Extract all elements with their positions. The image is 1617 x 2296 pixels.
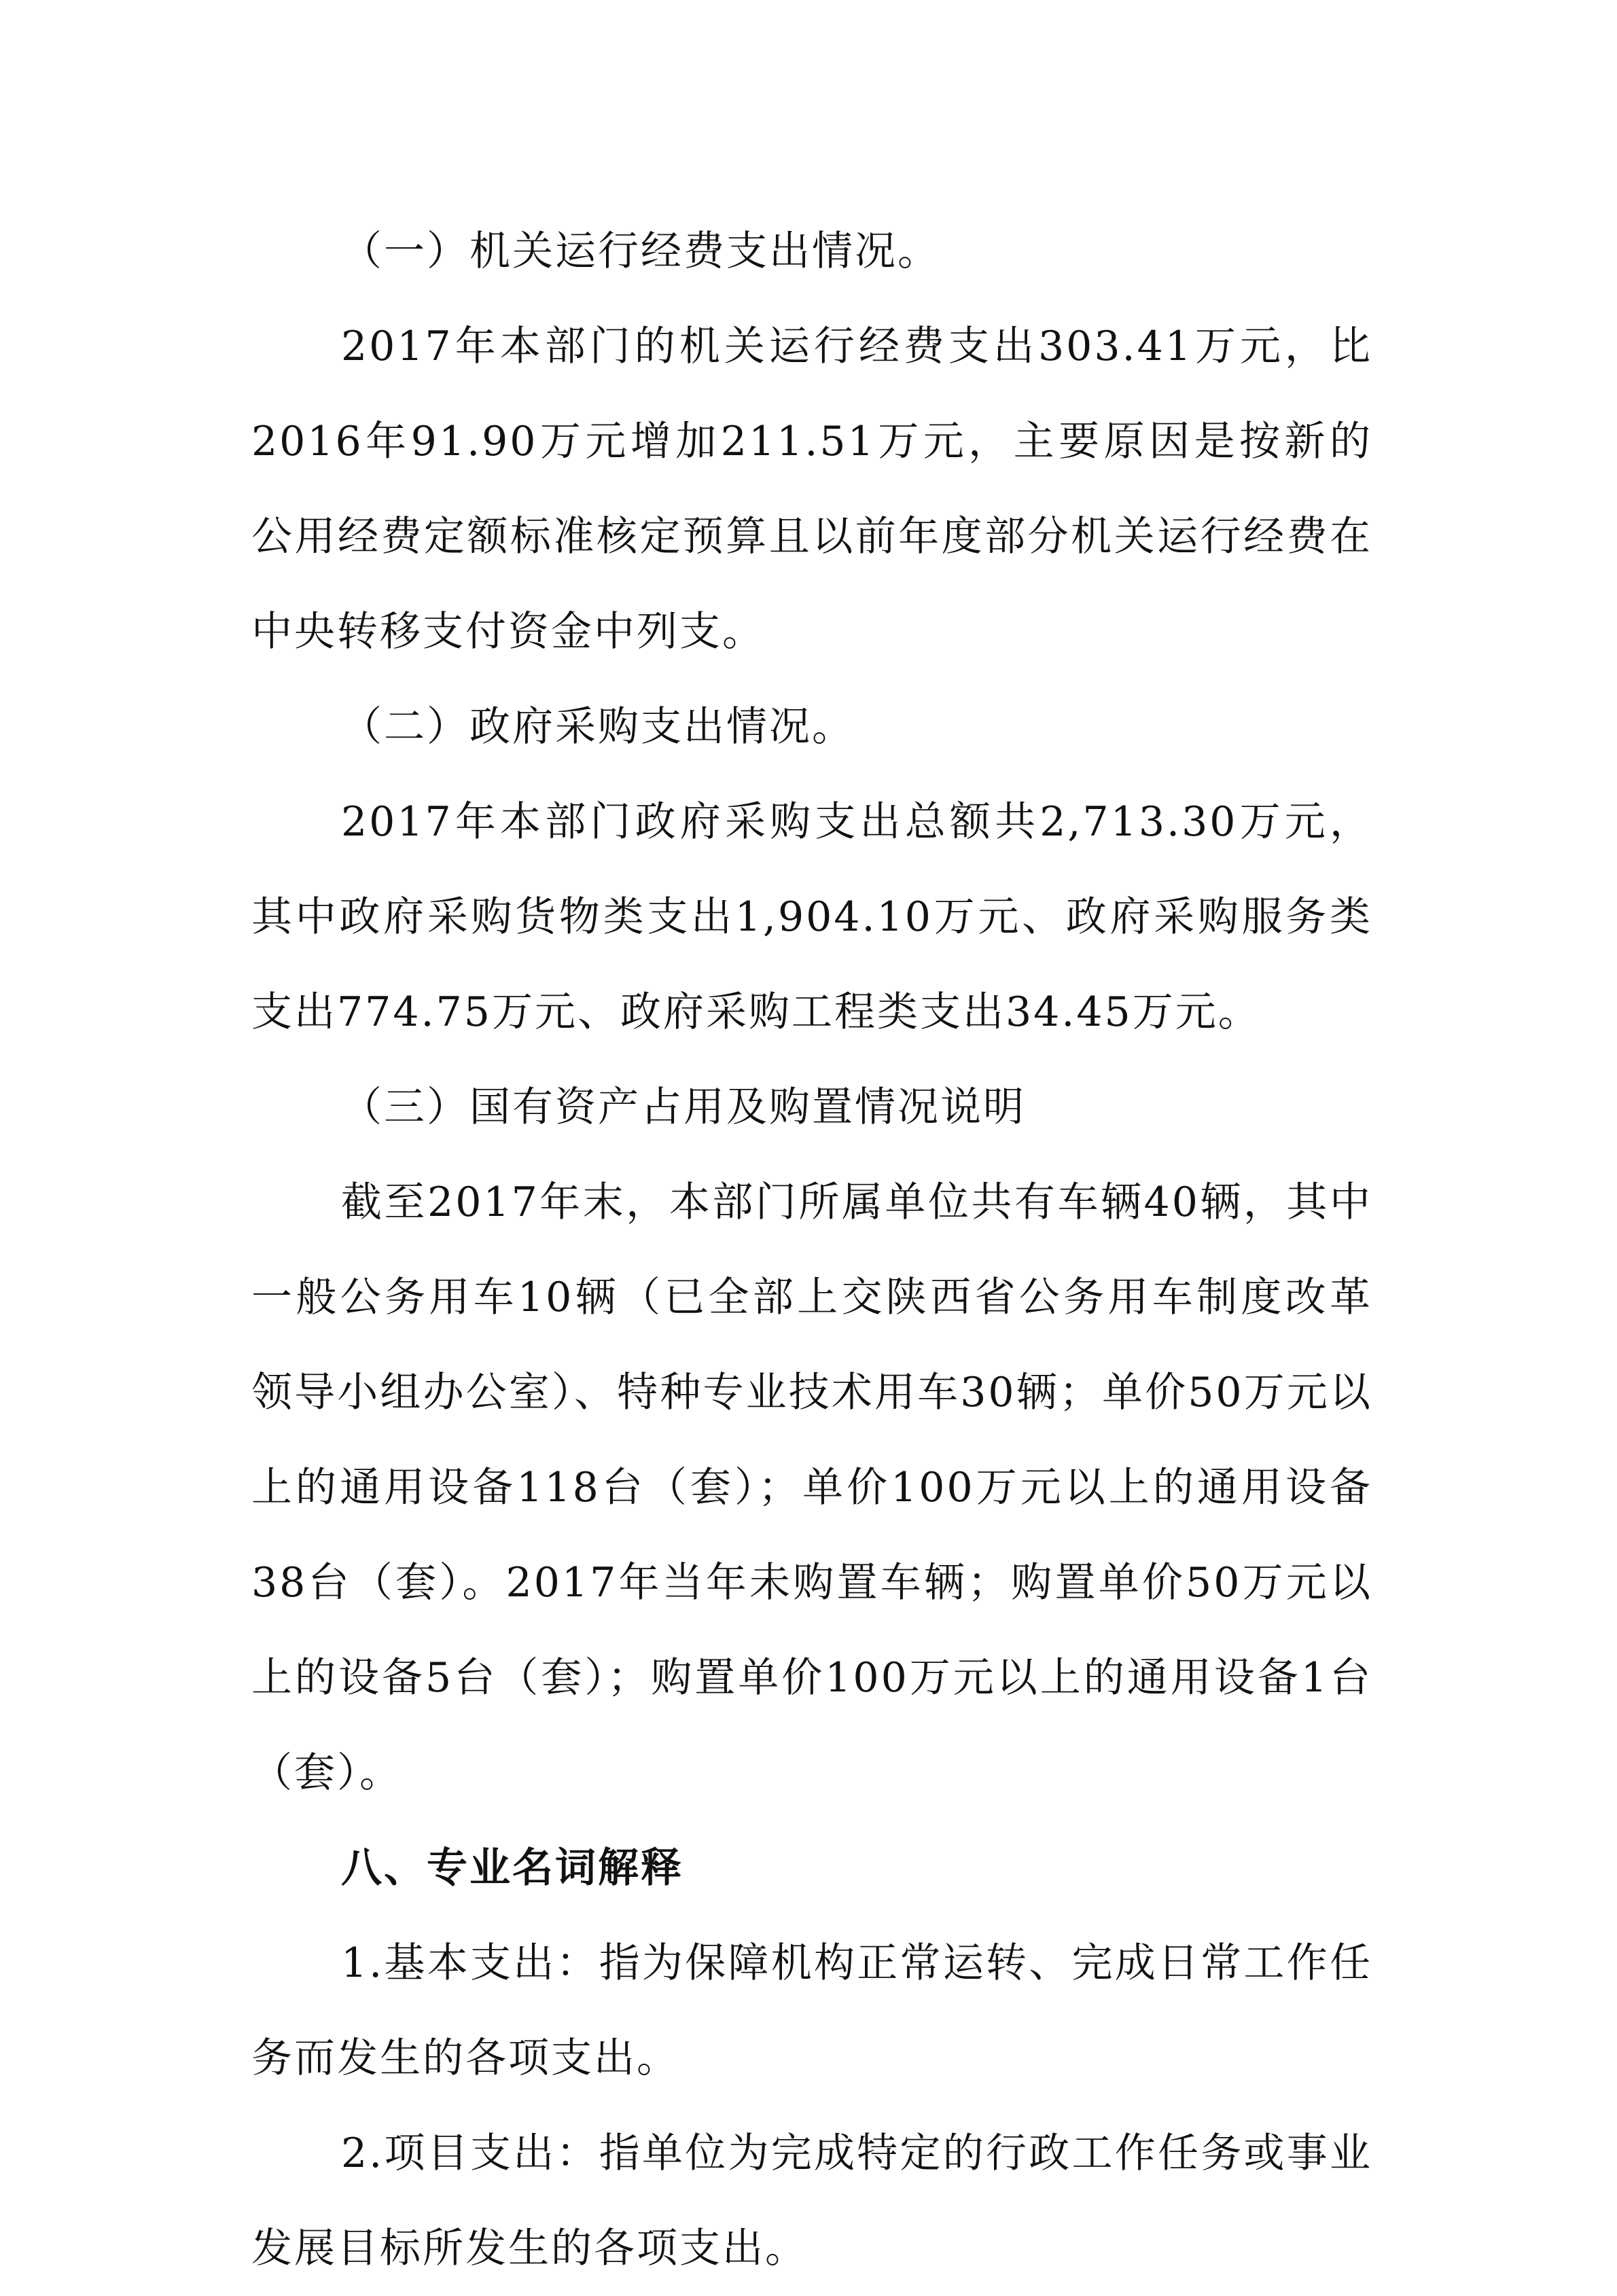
definition-item-basic: 1.基本支出：指为保障机构正常运转、完成日常工作任务而发生的各项支出。 bbox=[251, 1939, 1372, 2082]
section-2-title: （二）政府采购支出情况。 bbox=[341, 703, 855, 751]
definition-item-project: 2.项目支出：指单位为完成特定的行政工作任务或事业发展目标所发生的各项支出。 bbox=[251, 2130, 1372, 2272]
document-body bbox=[251, 204, 1372, 2296]
section-2-body: 2017年本部门政府采购支出总额共2,713.30万元，其中政府采购货物类支出1,904.10万元、政府采购服务类支出774.75万元、政府采购工程类支出34.45万元。 bbox=[251, 798, 1372, 1036]
section-1-body: 2017年本部门的机关运行经费支出303.41万元，比2016年91.90万元增加211.51万元，主要原因是按新的公用经费定额标准核定预算且以前年度部分机关运行经费在中央转移支付资金中列支。 bbox=[251, 323, 1372, 656]
section-3-body: 截至2017年末，本部门所属单位共有车辆40辆，其中一般公务用车10辆（已全部上交陕西省公务用车制度改革领导小组办公室）、特种专业技术用车30辆；单价50万元以上的通用设备118台（套）；单价100万元以上的通用设备38台（套）。2017年当年未购置车辆；购置单价50万元以上的设备5台（套）；购置单价100万元以上的通用设备1台（套）。 bbox=[251, 1179, 1372, 1797]
section-3-title: （三）国有资产占用及购置情况说明 bbox=[341, 1083, 1026, 1131]
section-1-title: （一）机关运行经费支出情况。 bbox=[341, 228, 940, 275]
section-8-heading: 八、专业名词解释 bbox=[341, 1844, 683, 1892]
